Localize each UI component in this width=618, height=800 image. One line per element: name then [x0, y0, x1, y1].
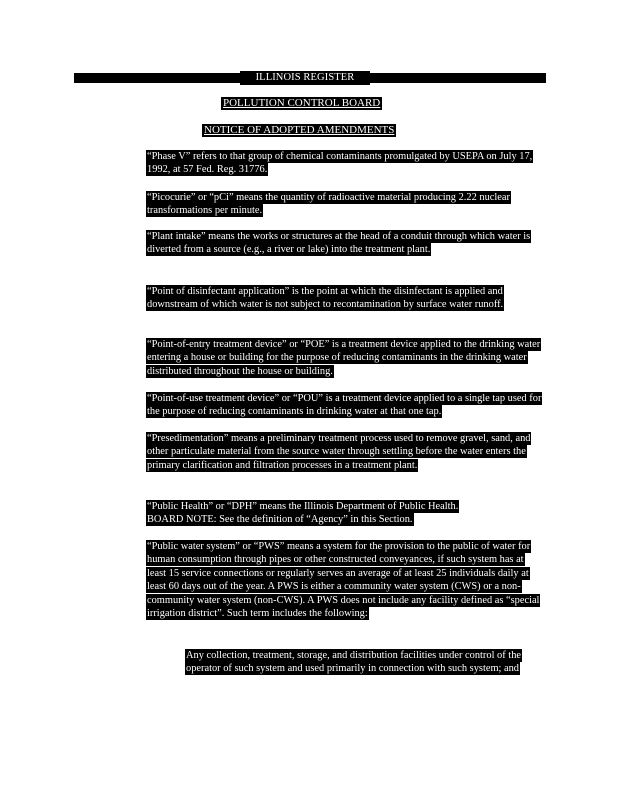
definition-poe	[146, 338, 542, 378]
subitem-text: Any collection, treatment, storage, and distribution facilities under control of the operator of such system and used primarily in connection with such system; and	[186, 650, 522, 675]
definition-picocurie	[146, 191, 542, 218]
notice-heading: NOTICE OF ADOPTED AMENDMENTS	[204, 124, 395, 136]
definition-pou	[146, 392, 542, 419]
definition-text: “Plant intake” means the works or structures at the head of a conduit through which water is diverted from a source (e.g., a river or lake) into the treatment plant.	[147, 231, 531, 256]
board-heading: POLLUTION CONTROL BOARD	[223, 97, 381, 109]
definition-plant-intake	[146, 230, 542, 257]
definition-text: “Point-of-entry treatment device” or “POE” is a treatment device applied to the drinking water entering a house or building for the purpose of reducing contaminants in the drinking water distributed throughout the house or building.	[147, 339, 541, 377]
definition-text: “Public water system” or “PWS” means a system for the provision to the public of water for human consumption through pipes or other constructed conveyances, if such system has at least 15 service connections or regularly serves an average of at least 25 individuals daily at least 60 days out of the year. A PWS is either a community water system (CWS) or a non-community water system (non-CWS). A PWS does not include any facility defined as “special irrigation district”. Such term includes the following:	[147, 541, 540, 620]
definition-text: “Point-of-use treatment device” or “POU” is a treatment device applied to a single tap used for the purpose of reducing contaminants in drinking water at that one tap.	[147, 393, 542, 418]
definition-text: “Presedimentation” means a preliminary treatment process used to remove gravel, sand, and other particulate material from the source water through settling before the water enters the primary clarification and filtration processes in a treatment plant.	[147, 433, 531, 471]
definition-public-water-system	[146, 540, 542, 620]
definition-point-of-disinfectant	[146, 285, 542, 312]
definition-public-health	[146, 500, 542, 527]
definition-phase-v	[146, 150, 542, 177]
register-title: ILLINOIS REGISTER	[240, 71, 370, 85]
definition-presedimentation	[146, 432, 542, 472]
subitem-facilities	[185, 649, 543, 676]
definition-text: “Point of disinfectant application” is the point at which the disinfectant is applied and downstream of which water is not subject to recontamination by surface water runoff.	[147, 286, 504, 311]
definition-text: “Phase V” refers to that group of chemical contaminants promulgated by USEPA on July 17, 1992, at 57 Fed. Reg. 31776.	[147, 151, 533, 176]
definition-text: “Public Health” or “DPH” means the Illinois Department of Public Health.	[147, 501, 459, 512]
board-note: BOARD NOTE: See the definition of “Agency” in this Section.	[147, 514, 413, 526]
definition-text: “Picocurie” or “pCi” means the quantity of radioactive material producing 2.22 nuclear transformations per minute.	[147, 192, 510, 217]
